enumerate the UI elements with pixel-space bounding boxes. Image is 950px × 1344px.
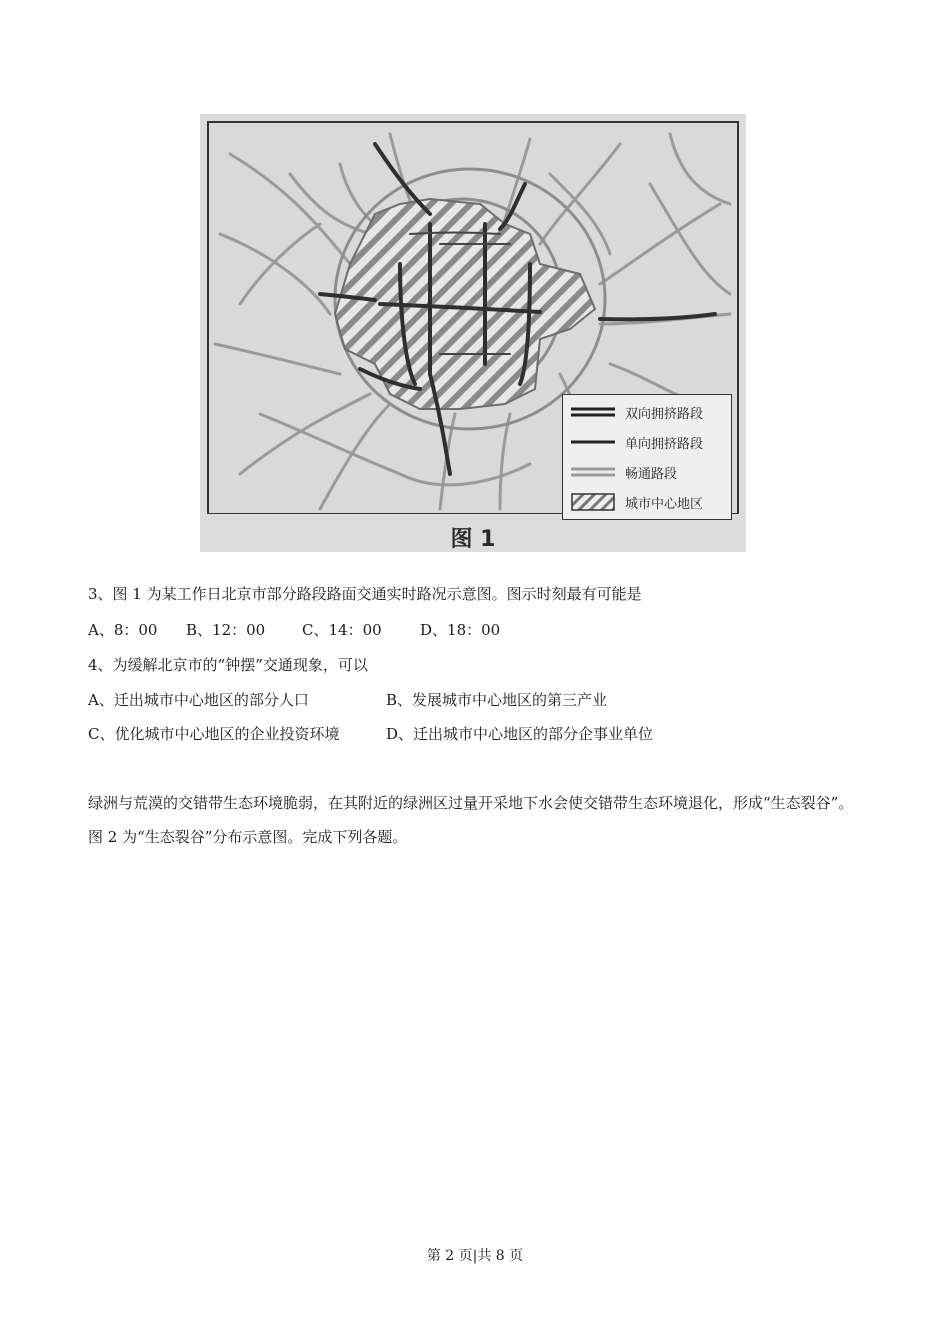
option-b[interactable]: B、12：00 [186, 621, 266, 639]
option-b[interactable]: B、发展城市中心地区的第三产业 [386, 691, 608, 709]
legend-label: 畅通路段 [625, 466, 678, 482]
option-d[interactable]: D、迁出城市中心地区的部分企事业单位 [386, 725, 654, 743]
legend-item-smooth [571, 461, 677, 483]
legend-swatch-double [571, 403, 615, 421]
figure-caption: 图 1 [450, 527, 496, 552]
option-c[interactable]: C、优化城市中心地区的企业投资环境 [88, 725, 340, 743]
question-4-options-row2 [88, 724, 788, 744]
legend-swatch-smooth [571, 463, 615, 481]
legend-item-single-congested [571, 431, 703, 453]
legend-label: 城市中心地区 [625, 496, 704, 512]
legend-swatch-hatch [571, 493, 615, 511]
option-c[interactable]: C、14：00 [302, 621, 382, 639]
passage-paragraph: 绿洲与荒漠的交错带生态环境脆弱，在其附近的绿洲区过量开采地下水会使交错带生态环境退化，形成“生态裂谷”。图 2 为“生态裂谷”分布示意图。完成下列各题。 [88, 794, 854, 846]
option-a[interactable]: A、迁出城市中心地区的部分人口 [88, 691, 309, 709]
option-a[interactable]: A、8：00 [88, 621, 158, 639]
legend-swatch-single [571, 433, 615, 451]
legend-label: 单向拥挤路段 [625, 436, 704, 452]
legend-item-double-congested [571, 401, 703, 423]
question-3-options [88, 620, 588, 640]
map-legend [562, 394, 732, 520]
question-3-stem: 3、图 1 为某工作日北京市部分路段路面交通实时路况示意图。图示时刻最有可能是 [88, 585, 642, 603]
question-4-stem: 4、为缓解北京市的“钟摆”交通现象，可以 [88, 656, 368, 674]
traffic-map-figure [200, 114, 746, 552]
question-4-options-row1 [88, 690, 788, 710]
legend-label: 双向拥挤路段 [625, 406, 704, 422]
legend-item-city-center [571, 491, 703, 513]
option-d[interactable]: D、18：00 [420, 621, 501, 639]
page-footer: 第 2 页|共 8 页 [426, 1248, 524, 1264]
